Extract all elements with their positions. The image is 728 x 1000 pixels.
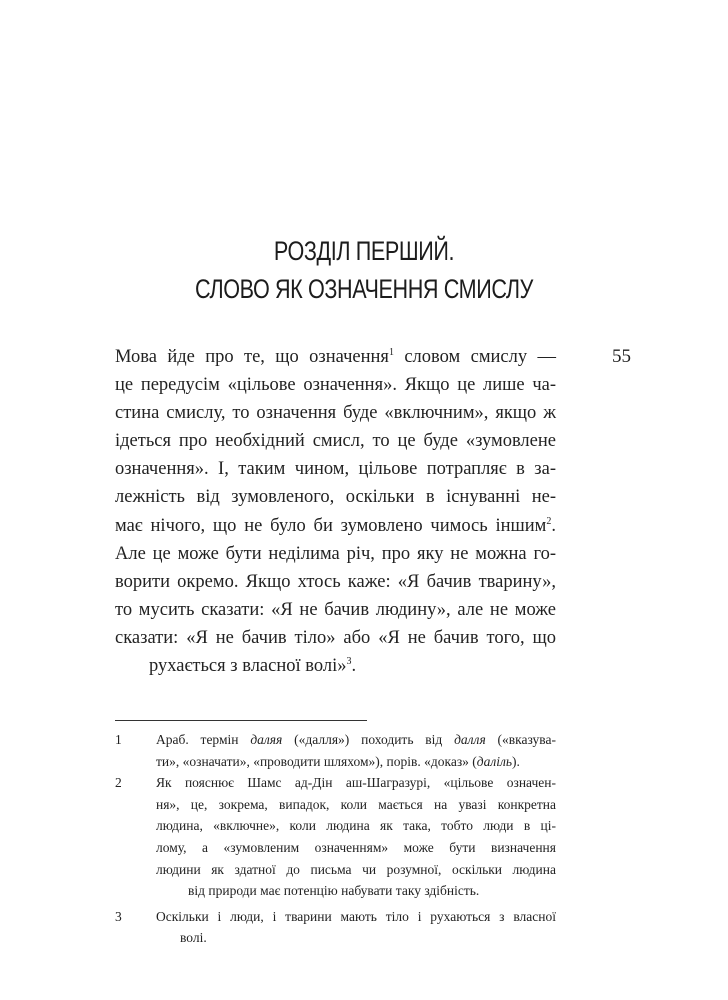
body-text-fragment: рухається з власної волі» [149, 656, 347, 677]
footnote-term: далiль [476, 753, 513, 769]
footnote-ref-2[interactable]: 2 [546, 515, 552, 527]
body-text-fragment: . [551, 515, 556, 536]
body-line: стина смислу, то означення буде «включним», якщо ж [115, 403, 556, 424]
body-line: сказати: «Я не бачив тіло» або «Я не бачив того, що [115, 627, 556, 648]
body-line: означення». І, таким чином, цільове потрапляє в за- [115, 459, 556, 480]
body-paragraph [115, 343, 556, 680]
footnote-line: Оскільки і люди, і тварини мають тіло і рухаються з власної [156, 908, 556, 924]
footnote-1 [115, 729, 556, 772]
footnote-2 [115, 772, 556, 902]
footnote-line [156, 751, 556, 773]
footnote-text: («вказува- [485, 732, 556, 747]
footnote-text: Араб. термін [156, 732, 251, 747]
body-line [115, 652, 556, 680]
body-line [115, 512, 556, 540]
footnote-text: ти», «означати», «проводити шляхом»), порів. «доказ» ( [156, 753, 477, 769]
footnote-text: («далля») походить від [282, 732, 455, 747]
footnote-ref-3[interactable]: 3 [346, 656, 352, 668]
footnote-number: 3 [115, 908, 122, 924]
footnote-line: волі. [180, 930, 207, 946]
footnote-line: від природи має потенцію набувати таку здібність. [188, 883, 480, 899]
footnote-ref-1[interactable]: 1 [388, 347, 394, 358]
chapter-title-line-1: РОЗДІЛ ПЕРШИЙ. [273, 236, 455, 266]
body-text-fragment: Мова йде про те, що означення [115, 347, 389, 367]
footnote-divider [115, 720, 367, 721]
body-line: ідеться про необхідний смисл, то це буде «зумовлене [115, 431, 556, 452]
footnote-3 [115, 906, 556, 949]
footnote-term: далля [454, 732, 486, 747]
body-line: Але це може бути неділима річ, про яку не можна го- [115, 543, 556, 564]
chapter-title-line-2: СЛОВО ЯК ОЗНАЧЕННЯ СМИСЛУ [195, 274, 533, 304]
body-line [115, 343, 556, 371]
body-text-fragment: має нічого, що не було би зумовлено чимось іншим [115, 515, 547, 536]
footnote-number: 1 [115, 732, 122, 747]
body-text-fragment: . [351, 656, 357, 677]
body-line: ворити окремо. Якщо хтось каже: «Я бачив тварину», [115, 571, 556, 592]
footnote-line: ня», це, зокрема, випадок, коли мається на увазі конкретна [156, 796, 556, 812]
footnotes [115, 729, 556, 949]
page-number: 55 [612, 346, 631, 367]
chapter-title [73, 232, 655, 308]
footnote-line: людини як здатної до письма чи розумної, оскільки людина [156, 861, 556, 877]
footnote-line [156, 729, 556, 751]
footnote-term: даляя [250, 732, 283, 747]
body-line: це передусім «цільове означення». Якщо це лише ча- [115, 375, 556, 396]
footnote-line: Як пояснює Шамс ад-Дін аш-Шагразурі, «цільове означен- [156, 775, 556, 791]
footnote-line: людина, «включне», коли людина як така, тобто люди в ці- [156, 818, 556, 834]
footnote-number: 2 [115, 775, 122, 791]
body-text-fragment: словом смислу — [393, 347, 556, 367]
footnote-text: ). [512, 753, 520, 769]
footnote-line: лому, а «зумовленим означенням» може бути визначення [156, 839, 556, 855]
body-line: лежність від зумовленого, оскільки в існуванні не- [115, 487, 556, 508]
body-line: то мусить сказати: «Я не бачив людину», але не може [115, 599, 556, 620]
